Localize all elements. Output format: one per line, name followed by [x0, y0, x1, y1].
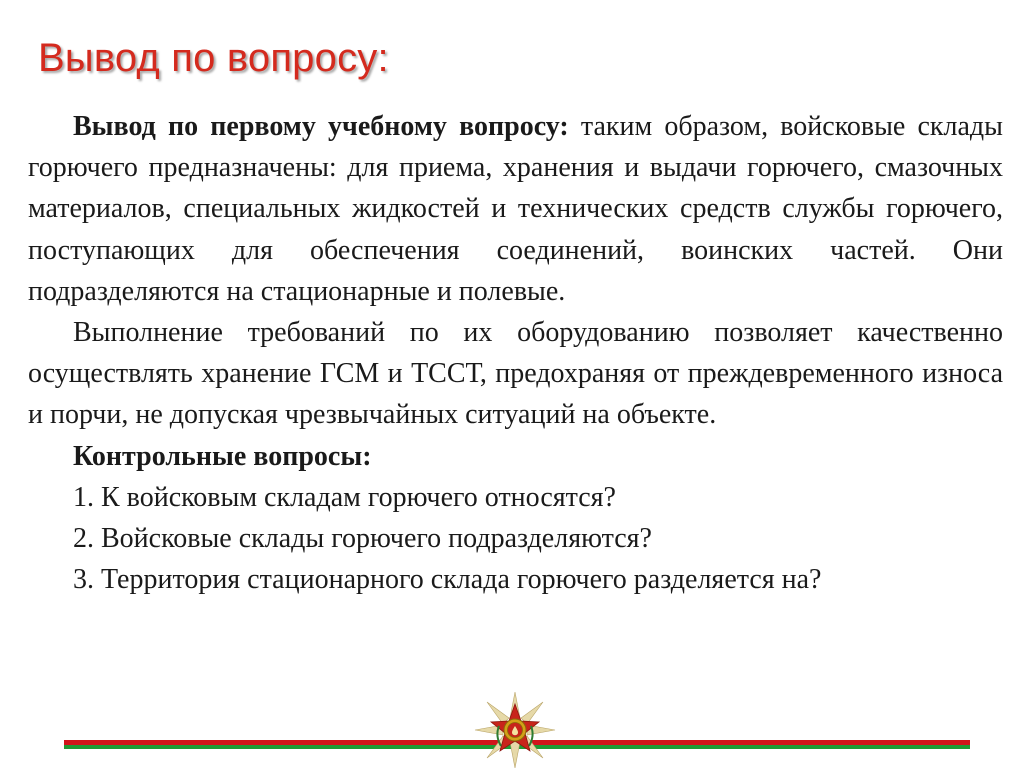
page-title: Вывод по вопросу: [38, 36, 389, 80]
question-item: 2. Войсковые склады горючего подразделяются? [73, 523, 652, 555]
question-item: 3. Территория стационарного склада горючего разделяется на? [73, 564, 822, 596]
conclusion-paragraph [28, 106, 1003, 312]
military-star-emblem-icon [469, 688, 561, 768]
slide-body [28, 106, 1003, 600]
requirements-paragraph: Выполнение требований по их оборудованию позволяет качественно осуществлять хранение ГСМ и ТССТ, предохраняя от преждевременного износа и порчи, не допуская чрезвычайных ситуаций на объекте. [28, 317, 1003, 431]
question-item: 1. К войсковым складам горючего относятся? [73, 481, 616, 513]
conclusion-text: таким образом, войсковые склады горючего предназначены: для приема, хранения и выдачи горючего, смазочных материалов, специальных жидкостей и технических средств службы горючего, поступающих для обеспечения соединений, воинских частей. Они подразделяются на стационарные и полевые. [28, 111, 1003, 307]
questions-heading: Контрольные вопросы: [73, 440, 372, 472]
conclusion-lead: Вывод по первому учебному вопросу: [73, 111, 569, 142]
